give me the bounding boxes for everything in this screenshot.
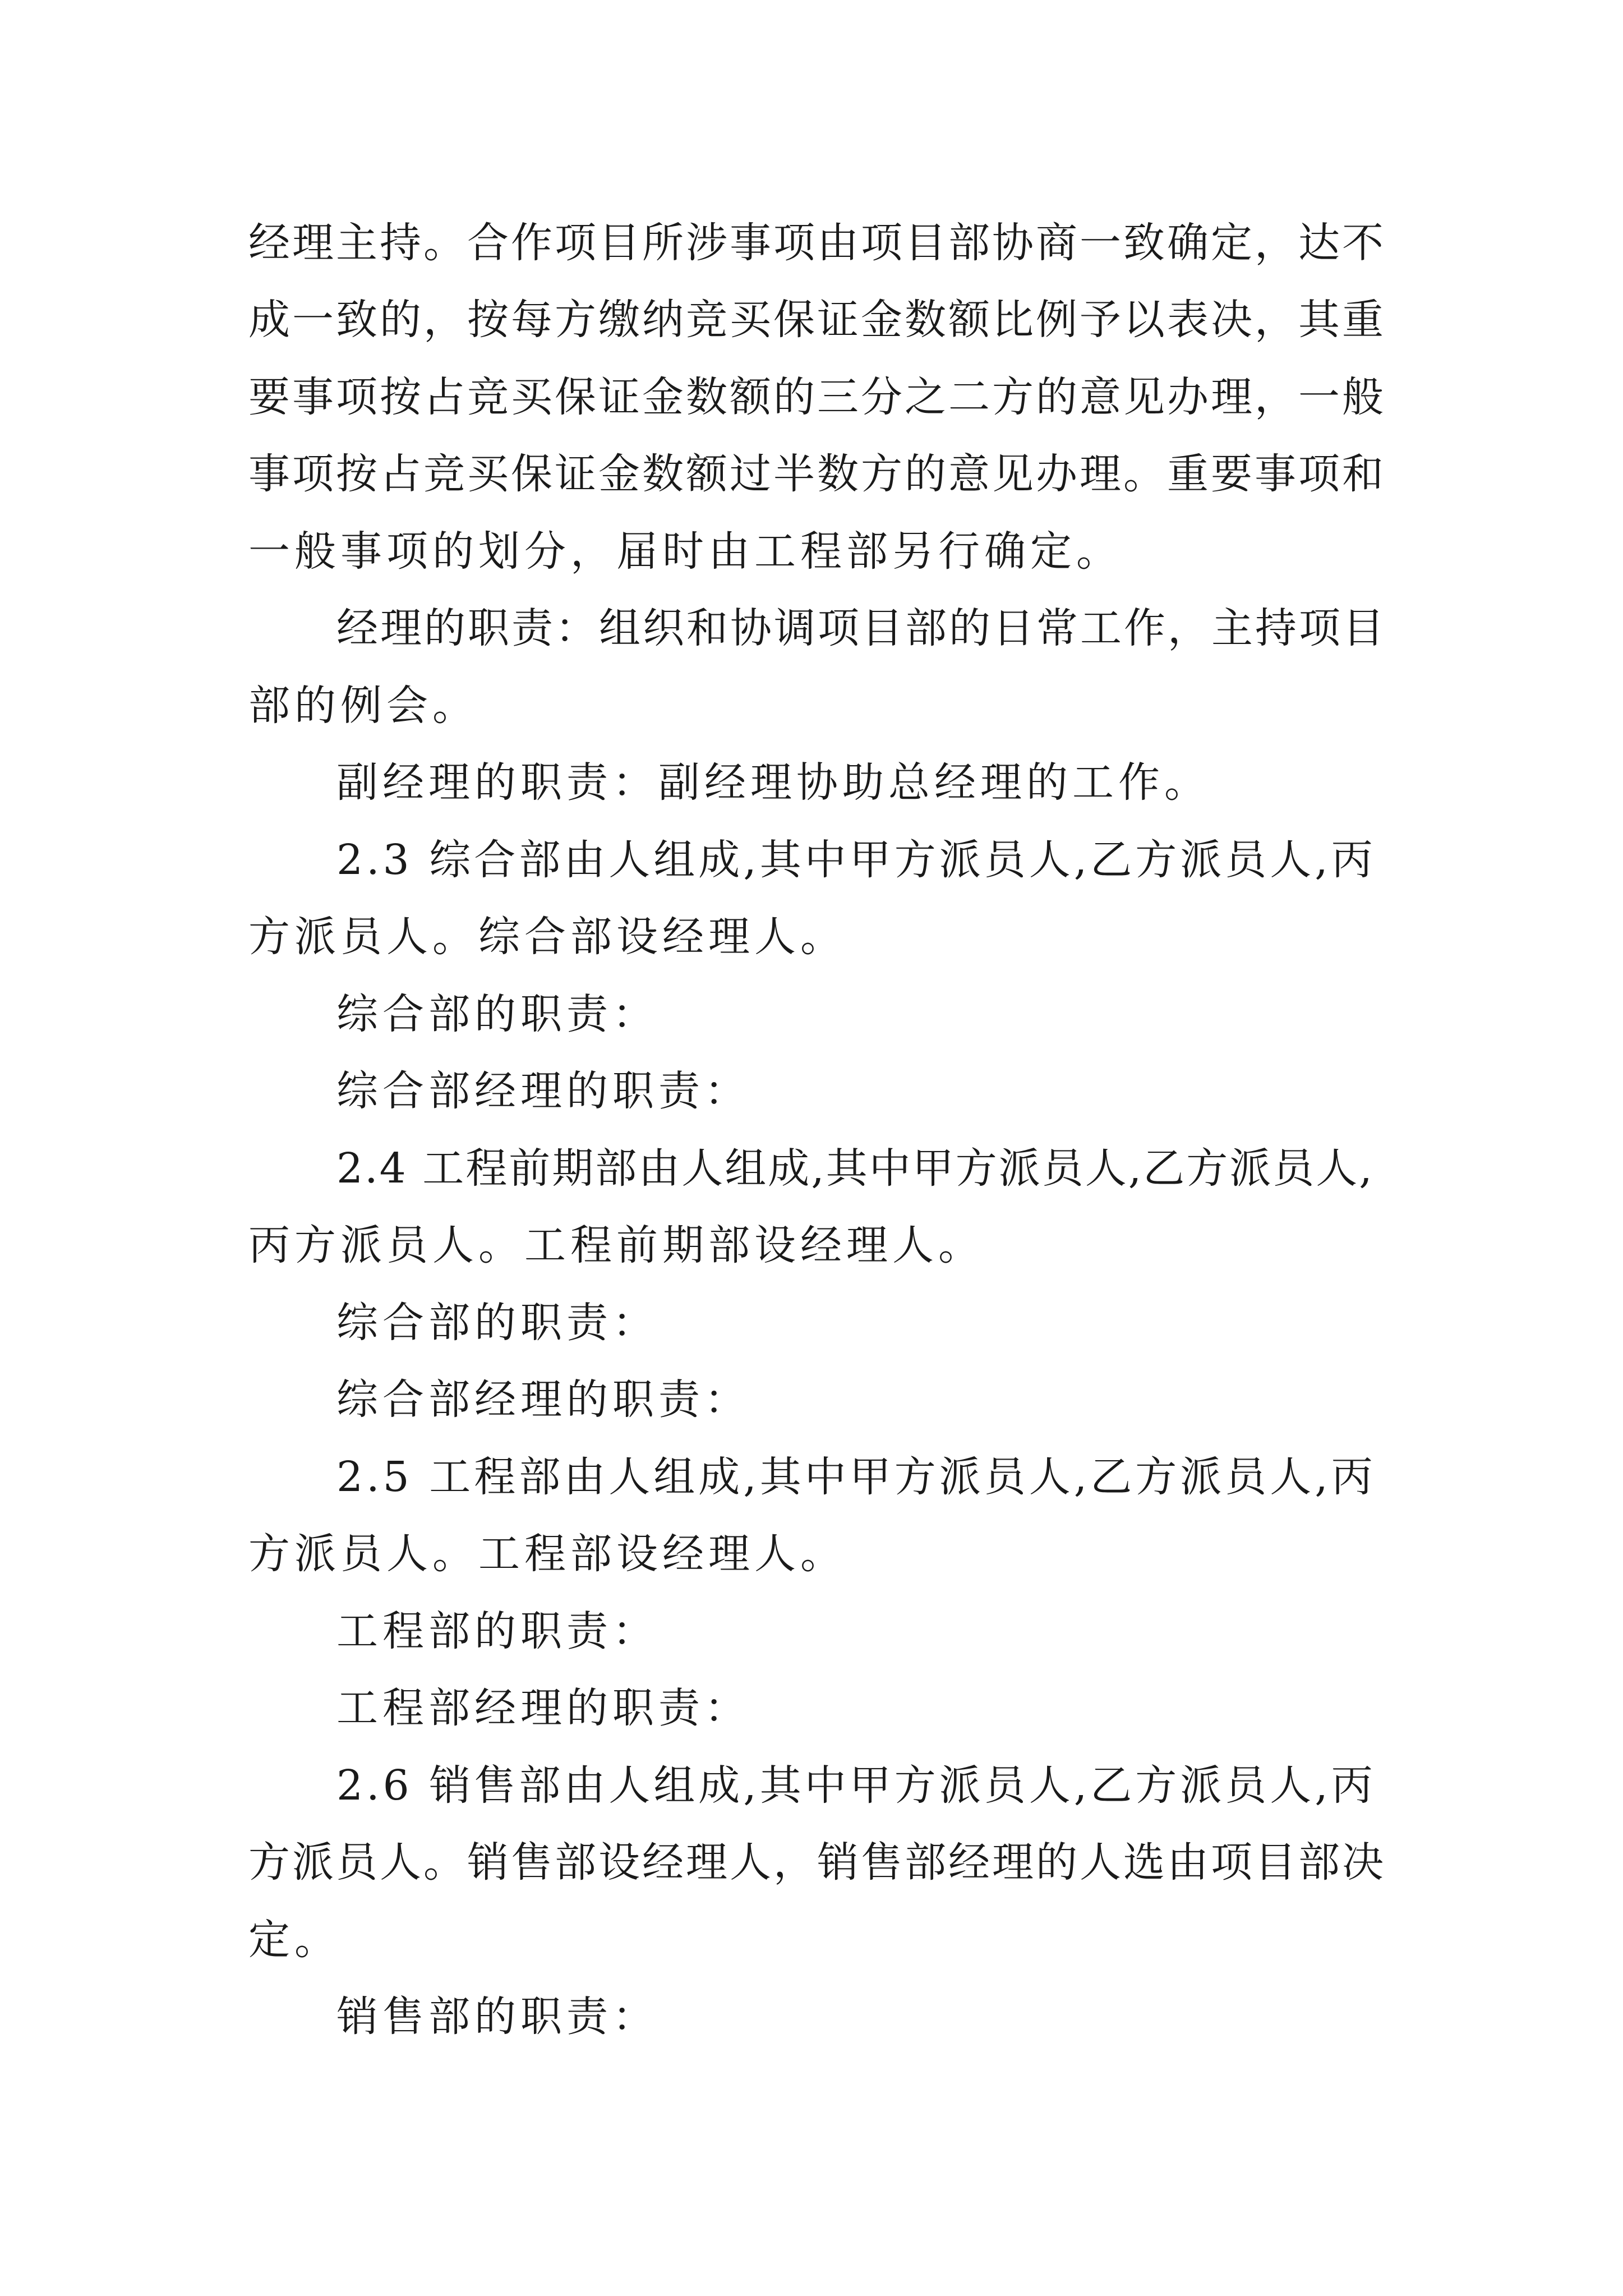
paragraph-line: 综合部的职责： (336, 990, 658, 1038)
paragraph-line: 工程部的职责： (336, 1607, 658, 1655)
paragraph-line: 经理主持。合作项目所涉事项由项目部协商一致确定，达不 (248, 219, 1386, 267)
paragraph-line: 事项按占竞买保证金数额过半数方的意见办理。重要事项和 (248, 450, 1386, 498)
paragraph-line: 综合部经理的职责： (336, 1067, 750, 1115)
paragraph-line: 方派员人。综合部设经理人。 (248, 913, 846, 961)
paragraph-line: 经理的职责：组织和协调项目部的日常工作，主持项目 (336, 604, 1386, 652)
paragraph-line: 销售部的职责： (336, 1993, 658, 2041)
paragraph-line: 副经理的职责：副经理协助总经理的工作。 (336, 758, 1210, 807)
paragraph-line: 方派员人。工程部设经理人。 (248, 1530, 846, 1578)
paragraph-line: 丙方派员人。工程前期部设经理人。 (248, 1221, 984, 1269)
paragraph-line: 部的例会。 (248, 682, 478, 730)
paragraph-line: 一般事项的划分，届时由工程部另行确定。 (248, 527, 1122, 576)
section-heading-line: 2.5 工程部由人组成,其中甲方派员人,乙方派员人,丙 (336, 1453, 1376, 1501)
section-heading-line: 2.4 工程前期部由人组成,其中甲方派员人,乙方派员人, (336, 1144, 1374, 1193)
section-heading-line: 2.6 销售部由人组成,其中甲方派员人,乙方派员人,丙 (336, 1761, 1376, 1810)
paragraph-line: 方派员人。销售部设经理人，销售部经理的人选由项目部决 (248, 1838, 1386, 1887)
paragraph-line: 要事项按占竞买保证金数额的三分之二方的意见办理，一般 (248, 373, 1386, 421)
paragraph-line: 定。 (248, 1916, 340, 1964)
paragraph-line: 工程部经理的职责： (336, 1684, 750, 1732)
paragraph-line: 成一致的，按每方缴纳竞买保证金数额比例予以表决，其重 (248, 296, 1386, 344)
paragraph-line: 综合部的职责： (336, 1299, 658, 1347)
paragraph-line: 综合部经理的职责： (336, 1375, 750, 1424)
section-heading-line: 2.3 综合部由人组成,其中甲方派员人,乙方派员人,丙 (336, 836, 1376, 884)
